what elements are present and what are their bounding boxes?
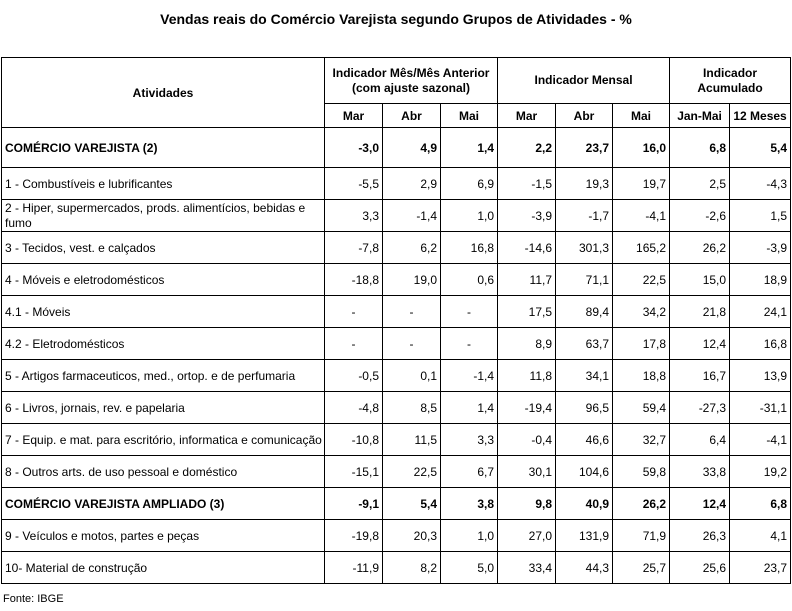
value-cell: 301,3 <box>556 232 613 264</box>
value-cell: -31,1 <box>730 392 791 424</box>
value-cell: 8,9 <box>498 328 556 360</box>
value-cell: -5,5 <box>325 168 383 200</box>
value-cell: -19,4 <box>498 392 556 424</box>
activity-label: 2 - Hiper, supermercados, prods. alimentícios, bebidas e fumo <box>2 200 325 232</box>
value-cell: 26,2 <box>613 488 670 520</box>
value-cell: 12,4 <box>670 488 730 520</box>
value-cell: -1,4 <box>441 360 498 392</box>
value-cell: 33,8 <box>670 456 730 488</box>
activity-label: 4.2 - Eletrodomésticos <box>2 328 325 360</box>
value-cell: -4,8 <box>325 392 383 424</box>
value-cell: 1,0 <box>441 200 498 232</box>
activity-label: 4 - Móveis e eletrodomésticos <box>2 264 325 296</box>
activity-label: 1 - Combustíveis e lubrificantes <box>2 168 325 200</box>
value-cell: 18,8 <box>613 360 670 392</box>
value-cell: 131,9 <box>556 520 613 552</box>
value-cell: -27,3 <box>670 392 730 424</box>
col-header: Mai <box>613 104 670 128</box>
value-cell: 15,0 <box>670 264 730 296</box>
table-row <box>2 424 791 456</box>
value-cell: 17,8 <box>613 328 670 360</box>
col-header: 12 Meses <box>730 104 791 128</box>
value-cell: 6,4 <box>670 424 730 456</box>
value-cell: 1,4 <box>441 392 498 424</box>
table-row <box>2 200 791 232</box>
value-cell: 19,2 <box>730 456 791 488</box>
value-cell: 18,9 <box>730 264 791 296</box>
value-cell: 34,2 <box>613 296 670 328</box>
activities-table <box>1 57 791 584</box>
table-row <box>2 488 791 520</box>
value-cell: 63,7 <box>556 328 613 360</box>
value-cell: -0,5 <box>325 360 383 392</box>
value-cell: 11,5 <box>383 424 441 456</box>
value-cell: 89,4 <box>556 296 613 328</box>
value-cell: 1,4 <box>441 128 498 168</box>
mom-group-header: Indicador Mês/Mês Anterior (com ajuste sazonal) <box>325 58 498 104</box>
value-cell: 6,8 <box>730 488 791 520</box>
table-row <box>2 552 791 584</box>
value-cell: 25,6 <box>670 552 730 584</box>
value-cell: 6,7 <box>441 456 498 488</box>
value-cell: 13,9 <box>730 360 791 392</box>
value-cell: 24,1 <box>730 296 791 328</box>
table-row <box>2 264 791 296</box>
value-cell: 21,8 <box>670 296 730 328</box>
activity-label: 6 - Livros, jornais, rev. e papelaria <box>2 392 325 424</box>
value-cell: 2,9 <box>383 168 441 200</box>
value-cell: 6,9 <box>441 168 498 200</box>
value-cell: 5,4 <box>730 128 791 168</box>
value-cell: 23,7 <box>556 128 613 168</box>
value-cell: 19,7 <box>613 168 670 200</box>
value-cell: 30,1 <box>498 456 556 488</box>
value-cell: 2,2 <box>498 128 556 168</box>
value-cell: 0,6 <box>441 264 498 296</box>
value-cell: -3,9 <box>730 232 791 264</box>
value-cell: 3,3 <box>325 200 383 232</box>
value-cell: -1,7 <box>556 200 613 232</box>
value-cell: 5,0 <box>441 552 498 584</box>
table-row <box>2 392 791 424</box>
value-cell: 4,1 <box>730 520 791 552</box>
value-cell: 104,6 <box>556 456 613 488</box>
value-cell: 26,2 <box>670 232 730 264</box>
table-row <box>2 128 791 168</box>
value-cell: 4,9 <box>383 128 441 168</box>
value-cell: 1,5 <box>730 200 791 232</box>
value-cell: -1,4 <box>383 200 441 232</box>
col-header: Mai <box>441 104 498 128</box>
accum-group-header: Indicador Acumulado <box>670 58 791 104</box>
value-cell: -3,0 <box>325 128 383 168</box>
value-cell: 9,8 <box>498 488 556 520</box>
value-cell: 32,7 <box>613 424 670 456</box>
value-cell: -4,1 <box>613 200 670 232</box>
value-cell: 34,1 <box>556 360 613 392</box>
activity-label: 7 - Equip. e mat. para escritório, informatica e comunicação <box>2 424 325 456</box>
value-cell: 17,5 <box>498 296 556 328</box>
table-row <box>2 168 791 200</box>
value-cell: 16,7 <box>670 360 730 392</box>
value-cell: -7,8 <box>325 232 383 264</box>
value-cell: 16,8 <box>730 328 791 360</box>
value-cell: -1,5 <box>498 168 556 200</box>
value-cell: 33,4 <box>498 552 556 584</box>
value-cell: 59,8 <box>613 456 670 488</box>
col-header: Mar <box>498 104 556 128</box>
value-cell: 71,1 <box>556 264 613 296</box>
value-cell: -4,3 <box>730 168 791 200</box>
value-cell: 2,5 <box>670 168 730 200</box>
activity-label: 3 - Tecidos, vest. e calçados <box>2 232 325 264</box>
value-cell: 11,8 <box>498 360 556 392</box>
value-cell: -14,6 <box>498 232 556 264</box>
value-cell: 71,9 <box>613 520 670 552</box>
activity-label: COMÉRCIO VAREJISTA AMPLIADO (3) <box>2 488 325 520</box>
value-cell: - <box>383 328 441 360</box>
value-cell: 6,8 <box>670 128 730 168</box>
value-cell: - <box>325 328 383 360</box>
value-cell: - <box>325 296 383 328</box>
value-cell: -0,4 <box>498 424 556 456</box>
value-cell: 19,3 <box>556 168 613 200</box>
value-cell: 19,0 <box>383 264 441 296</box>
value-cell: 25,7 <box>613 552 670 584</box>
value-cell: 1,0 <box>441 520 498 552</box>
value-cell: 16,0 <box>613 128 670 168</box>
value-cell: -11,9 <box>325 552 383 584</box>
value-cell: -3,9 <box>498 200 556 232</box>
value-cell: 40,9 <box>556 488 613 520</box>
value-cell: 44,3 <box>556 552 613 584</box>
value-cell: -2,6 <box>670 200 730 232</box>
activity-label: 9 - Veículos e motos, partes e peças <box>2 520 325 552</box>
value-cell: 59,4 <box>613 392 670 424</box>
table-row <box>2 360 791 392</box>
activities-header: Atividades <box>2 58 325 128</box>
table-row <box>2 520 791 552</box>
activity-label: 8 - Outros arts. de uso pessoal e doméstico <box>2 456 325 488</box>
table-row <box>2 456 791 488</box>
value-cell: 23,7 <box>730 552 791 584</box>
value-cell: 27,0 <box>498 520 556 552</box>
value-cell: 3,3 <box>441 424 498 456</box>
value-cell: - <box>383 296 441 328</box>
value-cell: 26,3 <box>670 520 730 552</box>
value-cell: 20,3 <box>383 520 441 552</box>
col-header: Jan-Mai <box>670 104 730 128</box>
value-cell: -18,8 <box>325 264 383 296</box>
value-cell: 96,5 <box>556 392 613 424</box>
col-header: Mar <box>325 104 383 128</box>
value-cell: 8,5 <box>383 392 441 424</box>
value-cell: 12,4 <box>670 328 730 360</box>
value-cell: 0,1 <box>383 360 441 392</box>
value-cell: - <box>441 296 498 328</box>
table-title: Vendas reais do Comércio Varejista segundo Grupos de Atividades - % <box>160 11 632 27</box>
table-row <box>2 328 791 360</box>
col-header: Abr <box>556 104 613 128</box>
value-cell: 22,5 <box>613 264 670 296</box>
table-body <box>2 128 791 584</box>
value-cell: -4,1 <box>730 424 791 456</box>
value-cell: -19,8 <box>325 520 383 552</box>
value-cell: 8,2 <box>383 552 441 584</box>
activity-label: COMÉRCIO VAREJISTA (2) <box>2 128 325 168</box>
value-cell: - <box>441 328 498 360</box>
value-cell: -10,8 <box>325 424 383 456</box>
col-header: Abr <box>383 104 441 128</box>
table-row <box>2 232 791 264</box>
source-note: Fonte: IBGE <box>3 593 64 605</box>
monthly-group-header: Indicador Mensal <box>498 58 670 104</box>
value-cell: -15,1 <box>325 456 383 488</box>
value-cell: 3,8 <box>441 488 498 520</box>
value-cell: 22,5 <box>383 456 441 488</box>
value-cell: 5,4 <box>383 488 441 520</box>
value-cell: 11,7 <box>498 264 556 296</box>
value-cell: -9,1 <box>325 488 383 520</box>
activity-label: 5 - Artigos farmaceuticos, med., ortop. e de perfumaria <box>2 360 325 392</box>
activity-label: 10- Material de construção <box>2 552 325 584</box>
value-cell: 16,8 <box>441 232 498 264</box>
activity-label: 4.1 - Móveis <box>2 296 325 328</box>
value-cell: 6,2 <box>383 232 441 264</box>
value-cell: 165,2 <box>613 232 670 264</box>
value-cell: 46,6 <box>556 424 613 456</box>
table-row <box>2 296 791 328</box>
